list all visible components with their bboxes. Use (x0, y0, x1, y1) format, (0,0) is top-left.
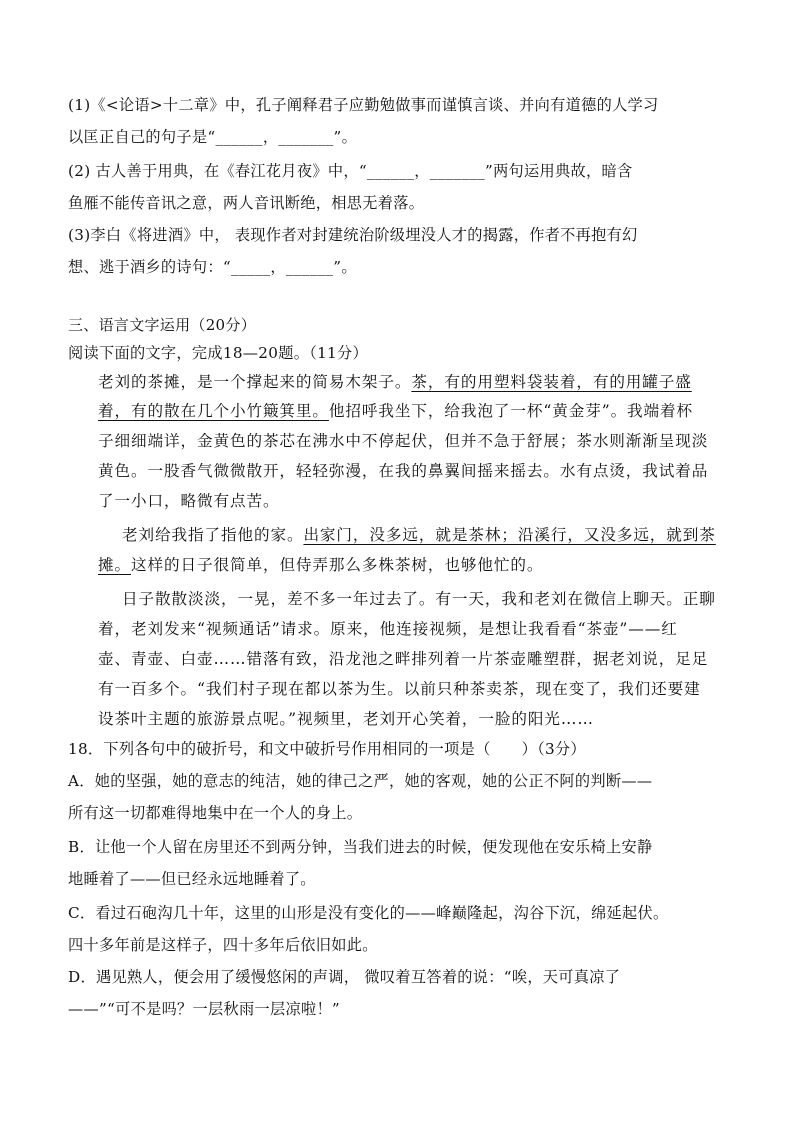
q18-option-c-line1: C．看过石砲沟几十年，这里的山形是没有变化的——峰巅隆起，沟谷下沉，绵延起伏。 (68, 904, 669, 922)
passage-p3-line2: 着，老刘发来“视频通话”请求。原来，他连接视频，是想让我看看“茶壶”——红 (98, 620, 678, 638)
passage-p3-line3: 壶、青壶、白壶……错落有致，沿龙池之畔排列着一片茶壶雕塑群，据老刘说，足足 (98, 650, 709, 668)
passage-p3-line4: 有一百多个。“我们村子现在都以茶为生。以前只种茶卖茶，现在变了，我们还要建 (98, 680, 701, 698)
q17-3-line1: (3)李白《将进酒》中， 表现作者对封建统治阶级埋没人才的揭露，作者不再抱有幻 (68, 226, 638, 244)
underlined-sentence: 茶，有的用塑料袋装着，有的用罐子盛 (411, 373, 692, 391)
q17-1-line2: 以匡正自己的句子是“______，_______”。 (68, 128, 358, 146)
passage-p3-line5: 设茶叶主题的旅游景点呢。”视频里，老刘开心笑着，一脸的阳光…… (98, 710, 594, 728)
underlined-sentence: 着，有的散在几个小竹簸箕里。 (98, 402, 329, 420)
q17-1-line1: (1)《<论语>十二章》中，孔子阐释君子应勤勉做事而谨慎言谈、并向有道德的人学习 (68, 96, 659, 114)
underlined-sentence: 摊。 (98, 556, 131, 574)
passage-p1-line5: 了一小口，略微有点苦。 (98, 492, 280, 510)
section-instruction: 阅读下面的文字，完成18—20题。（11分） (68, 344, 368, 362)
section-title: 三、语言文字运用（20分） (68, 316, 256, 334)
q18-option-a-line1: A．她的坚强，她的意志的纯洁，她的律己之严，她的客观，她的公正不阿的判断—— (68, 772, 653, 790)
underlined-sentence: 出家门，没多远，就是茶林；沿溪行，又没多远，就到茶 (303, 526, 716, 544)
q17-2-line1: (2) 古人善于用典，在《春江花月夜》中，“______，_______”两句运用典故，暗含 (68, 162, 633, 180)
passage-p1-line1 (98, 371, 748, 393)
q18-stem: 18．下列各句中的破折号，和文中破折号作用相同的一项是（ ）（3分） (68, 740, 586, 758)
passage-p1-line4: 黄色。一股香气微微散开，轻轻弥漫，在我的鼻翼间摇来摇去。水有点烫，我试着品 (98, 462, 709, 480)
q18-option-d-line1: D．遇见熟人，便会用了缓慢悠闲的声调， 微叹着互答着的说：“唉，天可真凉了 (68, 968, 621, 986)
passage-text: 他招呼我坐下，给我泡了一杯“黄金芽”。我端着杯 (328, 402, 694, 420)
q18-option-a-line2: 所有这一切都难得地集中在一个人的身上。 (68, 804, 363, 822)
q17-2-line2: 鱼雁不能传音讯之意，两人音讯断绝，相思无着落。 (68, 194, 425, 212)
passage-text: 老刘的茶摊，是一个撑起来的简易木架子。 (98, 373, 412, 391)
q17-3-line2: 想、逃于酒乡的诗句：“_____，______”。 (68, 258, 357, 276)
passage-p2-line2 (98, 554, 748, 576)
passage-p3-line1: 日子散散淡淡，一晃，差不多一年过去了。有一天，我和老刘在微信上聊天。正聊 (122, 590, 716, 608)
q18-option-c-line2: 四十多年前是这样子，四十多年后依旧如此。 (68, 936, 378, 954)
passage-p1-line3: 子细细端详，金黄色的茶芯在沸水中不停起伏，但并不急于舒展；茶水则渐渐呈现淡 (98, 432, 709, 450)
passage-p1-line2 (98, 400, 748, 422)
q18-option-b-line1: B．让他一个人留在房里还不到两分钟，当我们进去的时候，便发现他在安乐椅上安静 (68, 838, 653, 856)
q18-option-b-line2: 地睡着了——但已经永远地睡着了。 (68, 870, 316, 888)
passage-p2-line1 (122, 524, 752, 546)
passage-text: 这样的日子很简单，但侍弄那么多株茶树，也够他忙的。 (131, 556, 544, 574)
q18-option-d-line2: ——”“可不是吗？一层秋雨一层凉啦！” (68, 1000, 340, 1018)
passage-text: 老刘给我指了指他的家。 (122, 526, 304, 544)
